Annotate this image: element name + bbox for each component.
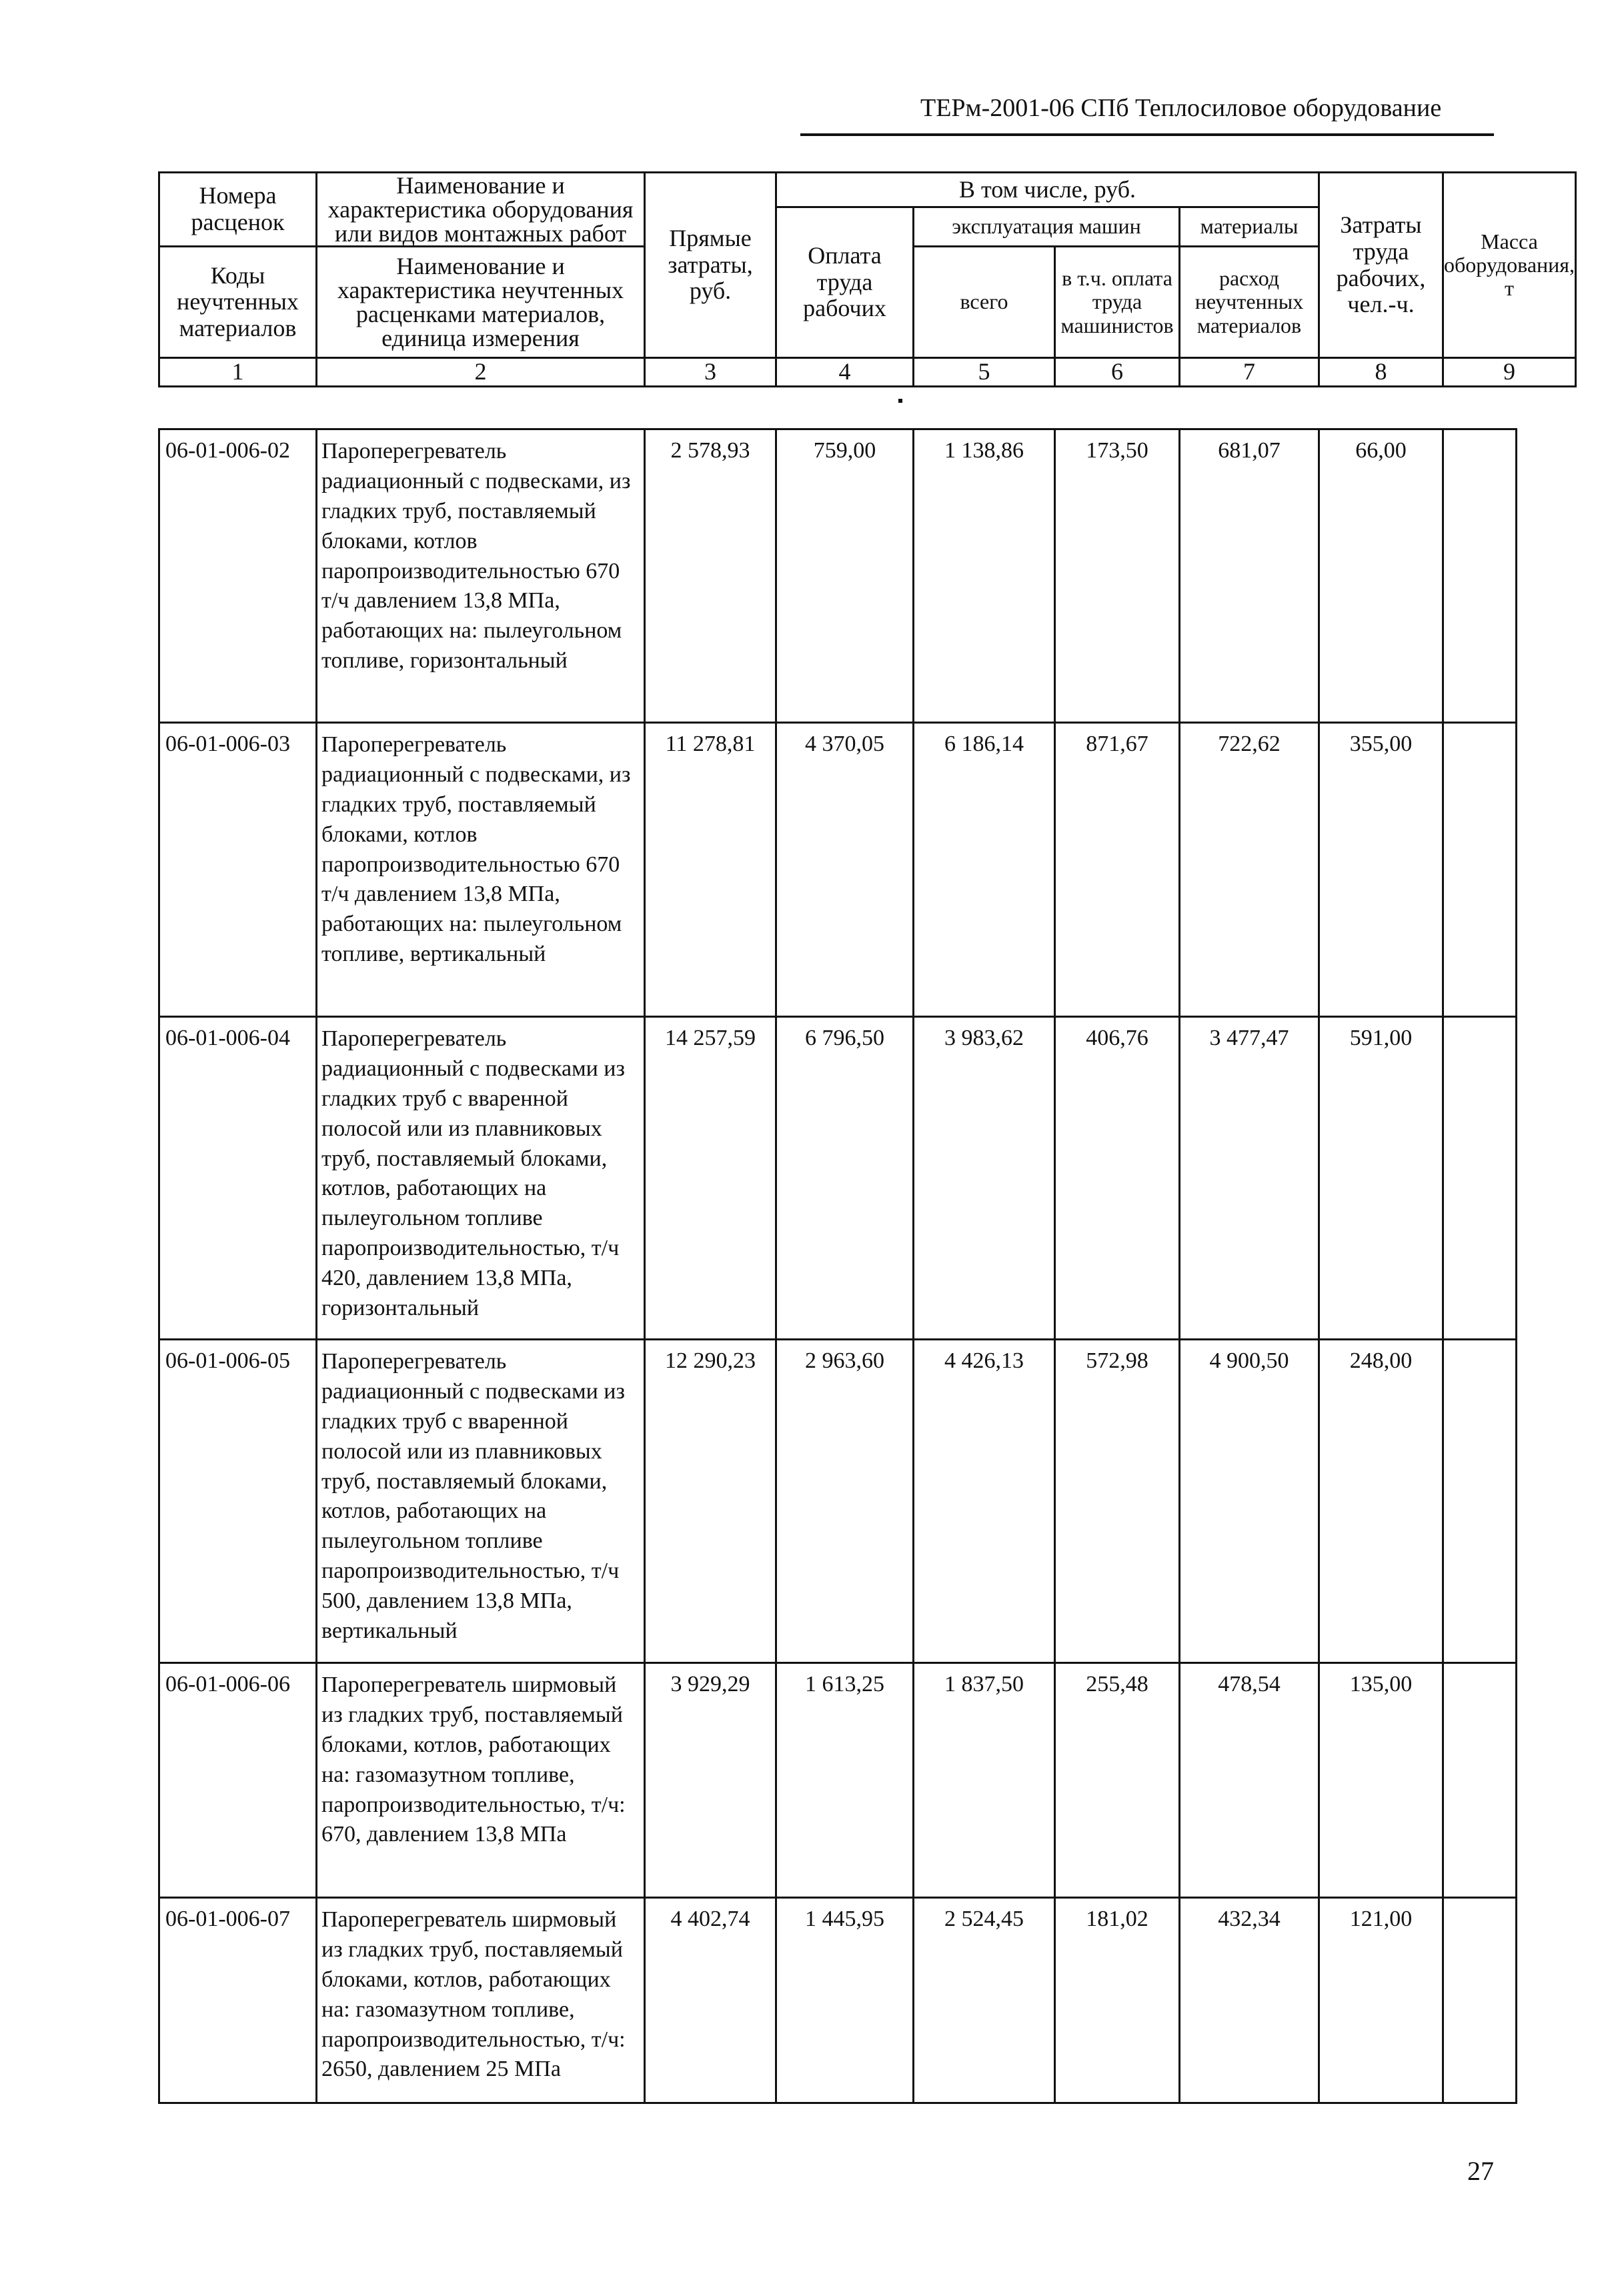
header-machines: эксплуатация машин	[914, 207, 1180, 247]
row-machines-labor: 173,50	[1055, 429, 1180, 723]
row-materials: 478,54	[1180, 1663, 1319, 1898]
header-num-3: 3	[645, 358, 776, 387]
header-col2-bottom: Наименование и характеристика неучтенных расценками материалов, единица измерения	[317, 247, 645, 358]
row-labor-hours: 121,00	[1319, 1898, 1443, 2103]
row-name: Пароперегреватель радиационный с подвесками, из гладких труб, поставляемый блоками, котлов паропроизводительностью 670 т/ч давлением 13,8 МПа, работающих на: пылеугольном топливе, вертикальный	[317, 723, 645, 1017]
table-row	[159, 429, 1517, 723]
header-num-7: 7	[1180, 358, 1319, 387]
table-row	[159, 1017, 1517, 1340]
row-labor: 1 445,95	[776, 1898, 914, 2103]
header-num-5: 5	[914, 358, 1055, 387]
scan-mark	[898, 399, 902, 403]
header-col7: расход неучтенных материалов	[1180, 247, 1319, 358]
row-machines-total: 4 426,13	[914, 1340, 1055, 1663]
table-row	[159, 1898, 1517, 2103]
row-machines-labor: 572,98	[1055, 1340, 1180, 1663]
row-name: Пароперегреватель ширмовый из гладких труб, поставляемый блоками, котлов, работающих на: газомазутном топливе, паропроизводительностью, т/ч: 2650, давлением 25 МПа	[317, 1898, 645, 2103]
header-col6: в т.ч. оплата труда машинистов	[1055, 247, 1180, 358]
row-mass	[1443, 1017, 1517, 1340]
row-direct: 4 402,74	[645, 1898, 776, 2103]
row-name: Пароперегреватель радиационный с подвесками из гладких труб с вваренной полосой или из плавниковых труб, поставляемый блоками, котлов, работающих на пылеугольном топливе паропроизводительностью, т/ч 500, давлением 13,8 МПа, вертикальный	[317, 1340, 645, 1663]
header-col9: Масса оборудования, т	[1443, 173, 1576, 358]
row-mass	[1443, 1898, 1517, 2103]
row-labor-hours: 135,00	[1319, 1663, 1443, 1898]
header-col1-top: Номера расценок	[159, 173, 317, 247]
row-code: 06-01-006-02	[159, 429, 317, 723]
row-labor: 6 796,50	[776, 1017, 914, 1340]
table-header	[158, 171, 1577, 387]
row-name: Пароперегреватель радиационный с подвесками из гладких труб с вваренной полосой или из плавниковых труб, поставляемый блоками, котлов, работающих на пылеугольном топливе паропроизводительностью, т/ч 420, давлением 13,8 МПа, горизонтальный	[317, 1017, 645, 1340]
row-direct: 2 578,93	[645, 429, 776, 723]
header-col2-top: Наименование и характеристика оборудования или видов монтажных работ	[317, 173, 645, 247]
row-labor: 4 370,05	[776, 723, 914, 1017]
table-row	[159, 1340, 1517, 1663]
row-name: Пароперегреватель радиационный с подвесками, из гладких труб, поставляемый блоками, котлов паропроизводительностью 670 т/ч давлением 13,8 МПа, работающих на: пылеугольном топливе, горизонтальный	[317, 429, 645, 723]
row-labor-hours: 355,00	[1319, 723, 1443, 1017]
page-number: 27	[1467, 2156, 1494, 2186]
row-machines-labor: 181,02	[1055, 1898, 1180, 2103]
row-direct: 3 929,29	[645, 1663, 776, 1898]
row-materials: 681,07	[1180, 429, 1319, 723]
header-col8: Затраты труда рабочих, чел.-ч.	[1319, 173, 1443, 358]
row-materials: 722,62	[1180, 723, 1319, 1017]
page-header: ТЕРм-2001-06 СПб Теплосиловое оборудование	[920, 94, 1442, 122]
row-direct: 11 278,81	[645, 723, 776, 1017]
row-materials: 432,34	[1180, 1898, 1319, 2103]
row-machines-labor: 255,48	[1055, 1663, 1180, 1898]
header-num-4: 4	[776, 358, 914, 387]
row-machines-total: 3 983,62	[914, 1017, 1055, 1340]
header-num-9: 9	[1443, 358, 1576, 387]
row-labor-hours: 248,00	[1319, 1340, 1443, 1663]
row-code: 06-01-006-04	[159, 1017, 317, 1340]
row-mass	[1443, 1663, 1517, 1898]
row-code: 06-01-006-05	[159, 1340, 317, 1663]
row-mass	[1443, 1340, 1517, 1663]
row-machines-labor: 406,76	[1055, 1017, 1180, 1340]
row-labor: 2 963,60	[776, 1340, 914, 1663]
row-materials: 4 900,50	[1180, 1340, 1319, 1663]
header-num-6: 6	[1055, 358, 1180, 387]
row-machines-total: 6 186,14	[914, 723, 1055, 1017]
row-labor-hours: 66,00	[1319, 429, 1443, 723]
row-machines-total: 2 524,45	[914, 1898, 1055, 2103]
header-num-8: 8	[1319, 358, 1443, 387]
row-direct: 14 257,59	[645, 1017, 776, 1340]
header-num-1: 1	[159, 358, 317, 387]
header-num-2: 2	[317, 358, 645, 387]
row-labor-hours: 591,00	[1319, 1017, 1443, 1340]
header-col1-bottom: Коды неучтенных материалов	[159, 247, 317, 358]
table-row	[159, 723, 1517, 1017]
row-code: 06-01-006-06	[159, 1663, 317, 1898]
row-mass	[1443, 429, 1517, 723]
row-mass	[1443, 723, 1517, 1017]
row-code: 06-01-006-07	[159, 1898, 317, 2103]
rates-table	[158, 428, 1517, 2104]
header-col5: всего	[914, 247, 1055, 358]
row-machines-total: 1 138,86	[914, 429, 1055, 723]
header-col3: Прямые затраты, руб.	[645, 173, 776, 358]
header-rule	[800, 133, 1494, 136]
table-row	[159, 1663, 1517, 1898]
row-machines-labor: 871,67	[1055, 723, 1180, 1017]
header-materials: материалы	[1180, 207, 1319, 247]
row-code: 06-01-006-03	[159, 723, 317, 1017]
header-group: В том числе, руб.	[776, 173, 1319, 207]
row-materials: 3 477,47	[1180, 1017, 1319, 1340]
row-labor: 759,00	[776, 429, 914, 723]
row-labor: 1 613,25	[776, 1663, 914, 1898]
row-direct: 12 290,23	[645, 1340, 776, 1663]
header-col4: Оплата труда рабочих	[776, 207, 914, 358]
row-name: Пароперегреватель ширмовый из гладких труб, поставляемый блоками, котлов, работающих на: газомазутном топливе, паропроизводительностью, т/ч: 670, давлением 13,8 МПа	[317, 1663, 645, 1898]
row-machines-total: 1 837,50	[914, 1663, 1055, 1898]
